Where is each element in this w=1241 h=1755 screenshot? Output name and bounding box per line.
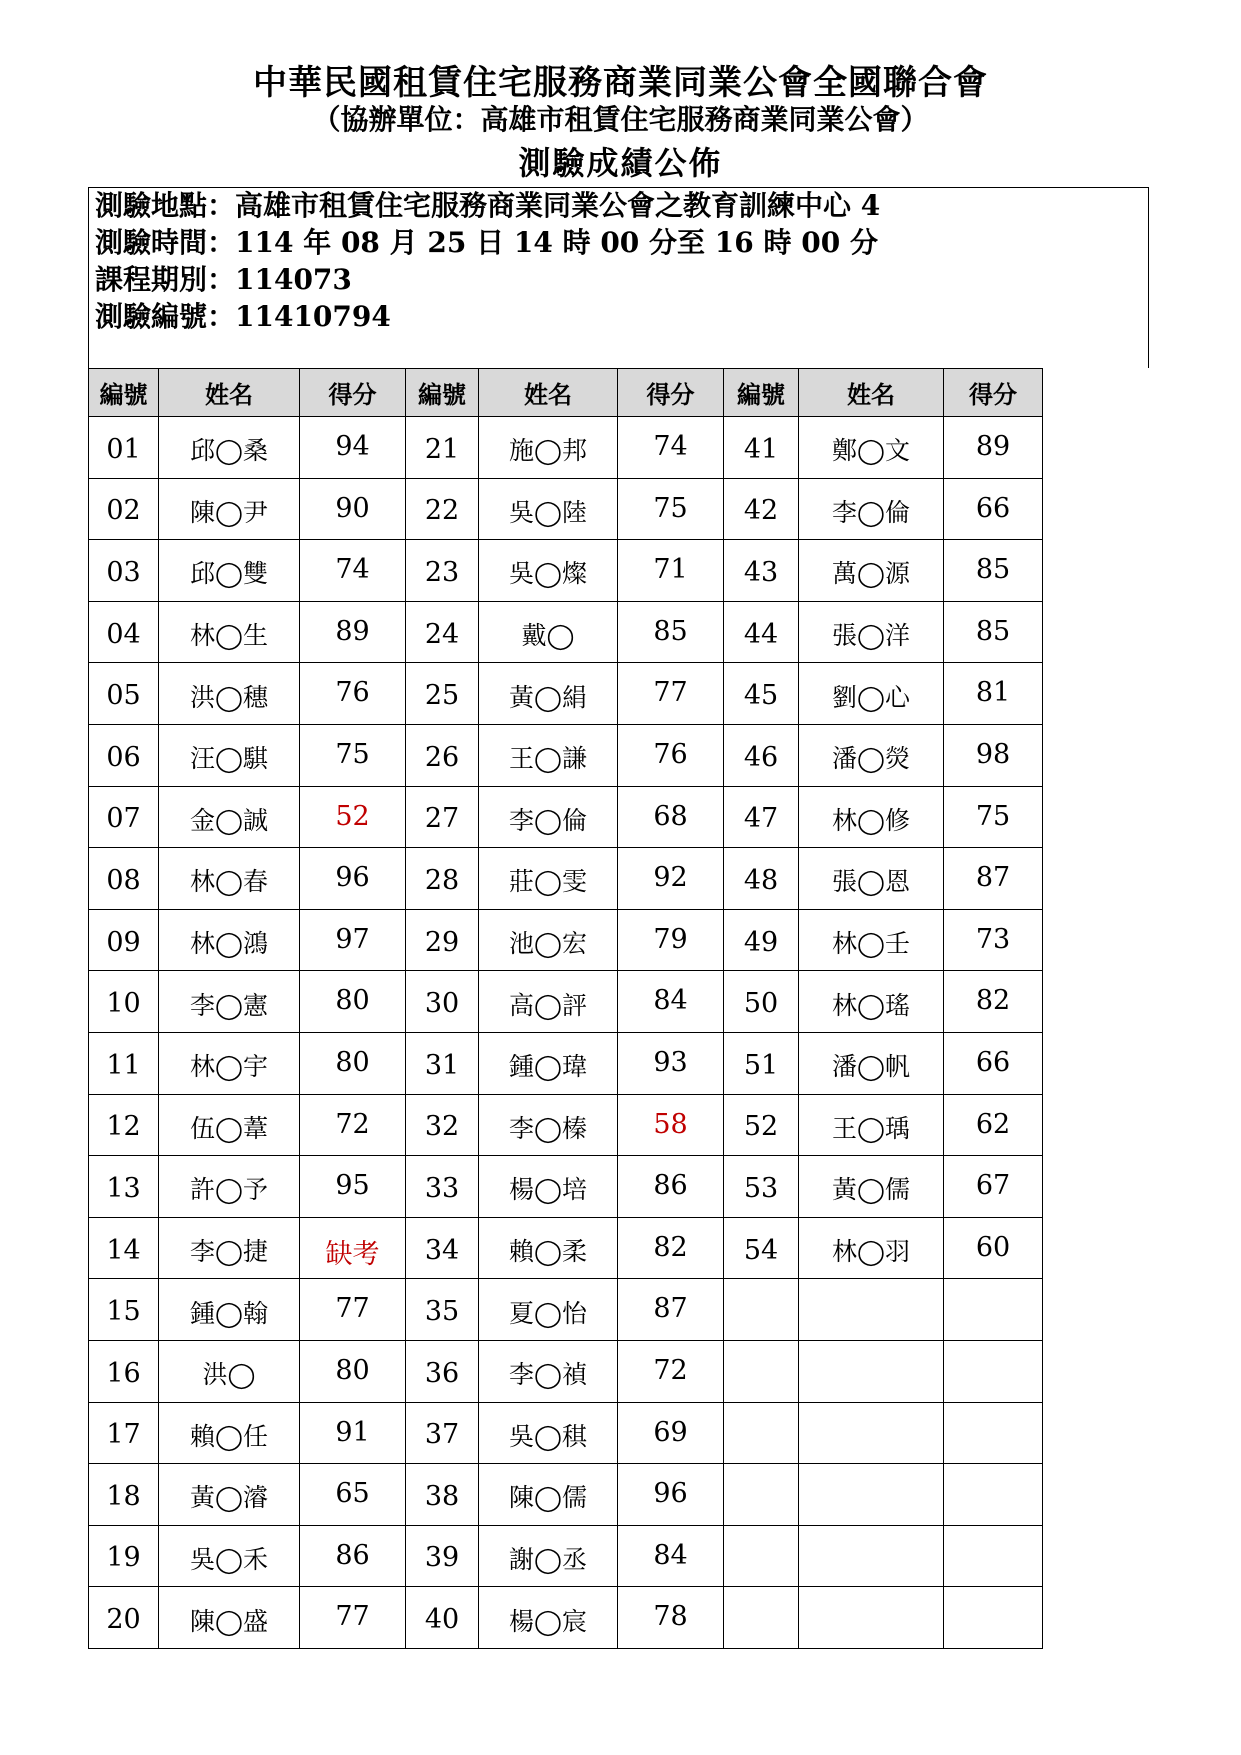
entry-score: 76: [300, 663, 406, 725]
table-row: [89, 1279, 1043, 1341]
entry-score: 79: [618, 909, 724, 971]
table-row: [89, 909, 1043, 971]
entry-name: 洪◯穗: [159, 663, 300, 725]
entry-name: 高◯評: [479, 971, 618, 1033]
entry-number: 21: [406, 417, 479, 479]
entry-number: [724, 1279, 799, 1341]
document-subtitle: （協辦單位：高雄市租賃住宅服務商業同業公會）: [312, 103, 929, 136]
entry-score: 96: [618, 1464, 724, 1526]
entry-score: 84: [618, 971, 724, 1033]
table-row: [89, 1402, 1043, 1464]
entry-score: 91: [300, 1402, 406, 1464]
entry-name: 謝◯丞: [479, 1525, 618, 1587]
entry-number: 02: [89, 478, 159, 540]
entry-score: 92: [618, 848, 724, 910]
entry-name: 莊◯雯: [479, 848, 618, 910]
entry-name: 林◯瑤: [799, 971, 944, 1033]
entry-number: 22: [406, 478, 479, 540]
entry-name: [799, 1525, 944, 1587]
entry-name: 吳◯稘: [479, 1402, 618, 1464]
entry-number: 12: [89, 1094, 159, 1156]
entry-score: 77: [618, 663, 724, 725]
table-row: [89, 540, 1043, 602]
entry-score: 85: [944, 540, 1043, 602]
entry-number: 44: [724, 601, 799, 663]
entry-name: 潘◯熒: [799, 724, 944, 786]
entry-score: [944, 1402, 1043, 1464]
entry-name: 潘◯帆: [799, 1032, 944, 1094]
col-header-number: 編號: [89, 369, 159, 417]
col-header-score: 得分: [944, 369, 1043, 417]
entry-score: 84: [618, 1525, 724, 1587]
table-row: [89, 724, 1043, 786]
entry-score: [944, 1340, 1043, 1402]
entry-number: 30: [406, 971, 479, 1033]
entry-name: 賴◯柔: [479, 1217, 618, 1279]
table-row: [89, 1032, 1043, 1094]
entry-score: 69: [618, 1402, 724, 1464]
entry-score: 72: [300, 1094, 406, 1156]
entry-number: 43: [724, 540, 799, 602]
course-period: 課程期別：114073: [95, 263, 352, 296]
entry-name: 黃◯儒: [799, 1156, 944, 1218]
entry-number: 51: [724, 1032, 799, 1094]
entry-name: 陳◯尹: [159, 478, 300, 540]
entry-number: 17: [89, 1402, 159, 1464]
entry-score: 87: [944, 848, 1043, 910]
entry-name: 楊◯宸: [479, 1587, 618, 1649]
table-row: [89, 786, 1043, 848]
entry-number: 31: [406, 1032, 479, 1094]
entry-score: 72: [618, 1340, 724, 1402]
entry-name: 李◯捷: [159, 1217, 300, 1279]
entry-score: 78: [618, 1587, 724, 1649]
entry-name: 黃◯濬: [159, 1464, 300, 1526]
table-row: [89, 1587, 1043, 1649]
entry-number: 08: [89, 848, 159, 910]
entry-name: 林◯羽: [799, 1217, 944, 1279]
entry-number: 32: [406, 1094, 479, 1156]
entry-name: 戴◯: [479, 601, 618, 663]
entry-score: 85: [944, 601, 1043, 663]
entry-name: 李◯榛: [479, 1094, 618, 1156]
entry-number: 29: [406, 909, 479, 971]
entry-score: 89: [944, 417, 1043, 479]
entry-number: 26: [406, 724, 479, 786]
results-table: [88, 368, 1043, 1649]
entry-score: [944, 1279, 1043, 1341]
entry-name: 洪◯: [159, 1340, 300, 1402]
entry-name: 汪◯騏: [159, 724, 300, 786]
exam-location: 測驗地點：高雄市租賃住宅服務商業同業公會之教育訓練中心 4: [95, 189, 881, 222]
entry-number: 13: [89, 1156, 159, 1218]
entry-number: 42: [724, 478, 799, 540]
entry-score: 80: [300, 1340, 406, 1402]
col-header-name: 姓名: [479, 369, 618, 417]
table-row: [89, 663, 1043, 725]
entry-number: 53: [724, 1156, 799, 1218]
entry-number: 33: [406, 1156, 479, 1218]
entry-score: 90: [300, 478, 406, 540]
entry-score: 75: [944, 786, 1043, 848]
table-row: [89, 417, 1043, 479]
entry-score: 65: [300, 1464, 406, 1526]
entry-name: 金◯誠: [159, 786, 300, 848]
entry-score: 58: [618, 1094, 724, 1156]
entry-number: 06: [89, 724, 159, 786]
entry-score: 82: [618, 1217, 724, 1279]
entry-score: 60: [944, 1217, 1043, 1279]
entry-score: 74: [300, 540, 406, 602]
entry-number: [724, 1340, 799, 1402]
entry-score: 73: [944, 909, 1043, 971]
entry-number: 50: [724, 971, 799, 1033]
entry-score: 86: [618, 1156, 724, 1218]
col-header-score: 得分: [300, 369, 406, 417]
exam-info-box: [88, 187, 1149, 368]
entry-name: 施◯邦: [479, 417, 618, 479]
entry-score: 缺考: [300, 1217, 406, 1279]
entry-name: 鍾◯翰: [159, 1279, 300, 1341]
entry-number: 23: [406, 540, 479, 602]
exam-time: 測驗時間：114 年 08 月 25 日 14 時 00 分至 16 時 00 分: [95, 226, 878, 259]
table-row: [89, 1094, 1043, 1156]
entry-score: 85: [618, 601, 724, 663]
entry-name: 李◯倫: [479, 786, 618, 848]
entry-number: 40: [406, 1587, 479, 1649]
entry-number: 54: [724, 1217, 799, 1279]
table-row: [89, 1217, 1043, 1279]
entry-name: 劉◯心: [799, 663, 944, 725]
entry-score: 94: [300, 417, 406, 479]
entry-name: 伍◯葦: [159, 1094, 300, 1156]
col-header-number: 編號: [724, 369, 799, 417]
entry-number: 41: [724, 417, 799, 479]
entry-name: 吳◯燦: [479, 540, 618, 602]
entry-score: 77: [300, 1279, 406, 1341]
entry-score: 95: [300, 1156, 406, 1218]
entry-number: 04: [89, 601, 159, 663]
entry-score: 77: [300, 1587, 406, 1649]
entry-number: 15: [89, 1279, 159, 1341]
entry-number: 09: [89, 909, 159, 971]
entry-name: 吳◯禾: [159, 1525, 300, 1587]
col-header-score: 得分: [618, 369, 724, 417]
table-row: [89, 971, 1043, 1033]
entry-score: 89: [300, 601, 406, 663]
entry-score: 68: [618, 786, 724, 848]
col-header-number: 編號: [406, 369, 479, 417]
entry-number: 38: [406, 1464, 479, 1526]
entry-number: 39: [406, 1525, 479, 1587]
entry-name: 吳◯陸: [479, 478, 618, 540]
entry-name: 林◯鴻: [159, 909, 300, 971]
entry-score: 52: [300, 786, 406, 848]
entry-name: 夏◯怡: [479, 1279, 618, 1341]
entry-score: 98: [944, 724, 1043, 786]
entry-name: 池◯宏: [479, 909, 618, 971]
entry-number: 14: [89, 1217, 159, 1279]
col-header-name: 姓名: [799, 369, 944, 417]
entry-name: 鄭◯文: [799, 417, 944, 479]
entry-number: 11: [89, 1032, 159, 1094]
entry-number: 45: [724, 663, 799, 725]
entry-number: 37: [406, 1402, 479, 1464]
entry-number: 05: [89, 663, 159, 725]
entry-number: 35: [406, 1279, 479, 1341]
entry-score: 93: [618, 1032, 724, 1094]
table-row: [89, 601, 1043, 663]
entry-score: [944, 1525, 1043, 1587]
entry-name: [799, 1340, 944, 1402]
exam-number: 測驗編號：11410794: [95, 300, 391, 333]
entry-score: 62: [944, 1094, 1043, 1156]
entry-name: 王◯謙: [479, 724, 618, 786]
table-row: [89, 848, 1043, 910]
entry-score: 80: [300, 971, 406, 1033]
entry-number: [724, 1587, 799, 1649]
entry-score: 67: [944, 1156, 1043, 1218]
entry-name: 邱◯桑: [159, 417, 300, 479]
entry-score: 76: [618, 724, 724, 786]
entry-name: [799, 1587, 944, 1649]
entry-name: 張◯恩: [799, 848, 944, 910]
entry-score: 81: [944, 663, 1043, 725]
entry-score: 96: [300, 848, 406, 910]
entry-name: 林◯修: [799, 786, 944, 848]
entry-score: 74: [618, 417, 724, 479]
entry-name: 陳◯儒: [479, 1464, 618, 1526]
header-row: [89, 369, 1043, 417]
entry-name: 張◯洋: [799, 601, 944, 663]
entry-number: 48: [724, 848, 799, 910]
entry-number: 20: [89, 1587, 159, 1649]
entry-score: 80: [300, 1032, 406, 1094]
entry-name: [799, 1464, 944, 1526]
entry-number: 25: [406, 663, 479, 725]
entry-score: 87: [618, 1279, 724, 1341]
entry-name: 許◯予: [159, 1156, 300, 1218]
entry-number: 49: [724, 909, 799, 971]
entry-name: 林◯壬: [799, 909, 944, 971]
entry-number: 28: [406, 848, 479, 910]
col-header-name: 姓名: [159, 369, 300, 417]
entry-name: 鍾◯瑋: [479, 1032, 618, 1094]
entry-score: 75: [300, 724, 406, 786]
entry-name: 林◯生: [159, 601, 300, 663]
entry-number: 10: [89, 971, 159, 1033]
entry-name: [799, 1402, 944, 1464]
entry-number: 46: [724, 724, 799, 786]
document-title: 中華民國租賃住宅服務商業同業公會全國聯合會: [253, 63, 988, 103]
entry-name: 賴◯任: [159, 1402, 300, 1464]
entry-score: [944, 1587, 1043, 1649]
entry-name: 李◯倫: [799, 478, 944, 540]
entry-name: 林◯春: [159, 848, 300, 910]
entry-number: 07: [89, 786, 159, 848]
entry-name: 黃◯絹: [479, 663, 618, 725]
entry-number: 52: [724, 1094, 799, 1156]
entry-score: 75: [618, 478, 724, 540]
entry-score: 86: [300, 1525, 406, 1587]
table-row: [89, 478, 1043, 540]
entry-name: 林◯宇: [159, 1032, 300, 1094]
entry-number: 34: [406, 1217, 479, 1279]
entry-name: 李◯禎: [479, 1340, 618, 1402]
entry-name: 王◯瑀: [799, 1094, 944, 1156]
entry-number: [724, 1402, 799, 1464]
entry-number: 36: [406, 1340, 479, 1402]
entry-name: 楊◯培: [479, 1156, 618, 1218]
entry-number: 27: [406, 786, 479, 848]
entry-number: 18: [89, 1464, 159, 1526]
entry-number: [724, 1464, 799, 1526]
table-row: [89, 1340, 1043, 1402]
entry-number: 01: [89, 417, 159, 479]
table-row: [89, 1525, 1043, 1587]
document-heading: 測驗成績公佈: [518, 144, 723, 182]
entry-score: 82: [944, 971, 1043, 1033]
entry-number: 47: [724, 786, 799, 848]
entry-score: 97: [300, 909, 406, 971]
table-row: [89, 1464, 1043, 1526]
entry-name: [799, 1279, 944, 1341]
entry-name: 邱◯雙: [159, 540, 300, 602]
entry-number: 19: [89, 1525, 159, 1587]
entry-number: [724, 1525, 799, 1587]
entry-number: 03: [89, 540, 159, 602]
entry-name: 萬◯源: [799, 540, 944, 602]
table-row: [89, 1156, 1043, 1218]
entry-name: 李◯憲: [159, 971, 300, 1033]
entry-score: 66: [944, 478, 1043, 540]
entry-score: [944, 1464, 1043, 1526]
entry-score: 66: [944, 1032, 1043, 1094]
entry-name: 陳◯盛: [159, 1587, 300, 1649]
entry-number: 24: [406, 601, 479, 663]
entry-number: 16: [89, 1340, 159, 1402]
entry-score: 71: [618, 540, 724, 602]
